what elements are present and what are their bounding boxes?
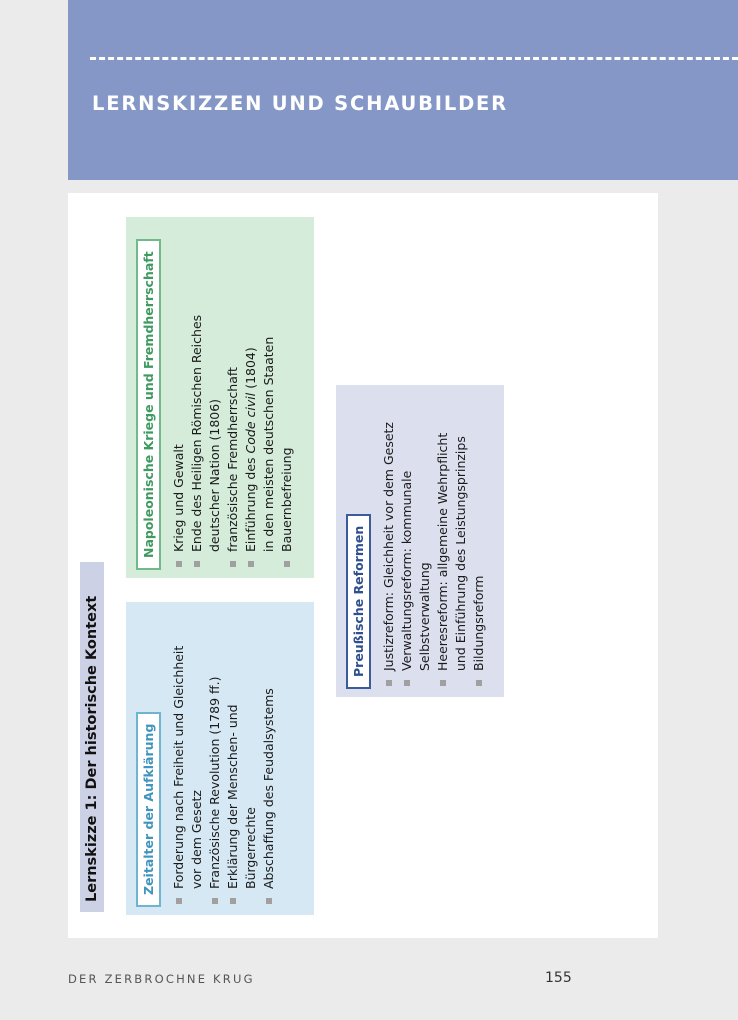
box-label-preussische-reformen: Preußische Reformen <box>346 514 371 689</box>
chapter-title: LERNSKIZZEN UND SCHAUBILDER <box>92 92 508 115</box>
box-label-aufklaerung: Zeitalter der Aufklärung <box>136 712 161 907</box>
dashed-divider <box>90 57 738 60</box>
list-item: Heeresreform: allgemeine Wehrpflicht und Einführung des Leistungsprinzips <box>434 395 470 689</box>
list-item: Krieg und Gewalt <box>170 227 188 570</box>
box-label-napoleonische-kriege: Napoleonische Kriege und Fremdherrschaft <box>136 239 161 570</box>
list-item: Forderung nach Freiheit und Gleichheit vor dem Gesetz <box>170 612 206 907</box>
box-aufklaerung <box>126 602 314 915</box>
page-number: 155 <box>545 970 572 986</box>
box-preussische-reformen <box>336 385 504 697</box>
list-item: Einführung des Code civil (1804) in den meisten deutschen Staaten <box>242 227 278 570</box>
list-item: französische Fremdherrschaft <box>224 227 242 570</box>
list-item: Französische Revolution (1789 ff.) <box>206 612 224 907</box>
item-list <box>380 395 488 689</box>
item-list <box>170 227 296 570</box>
list-item: Ende des Heiligen Römischen Reiches deutscher Nation (1806) <box>188 227 224 570</box>
list-item: Justizreform: Gleichheit vor dem Gesetz <box>380 395 398 689</box>
list-item: Bauernbefreiung <box>278 227 296 570</box>
list-item: Verwaltungsreform: kommunale Selbstverwaltung <box>398 395 434 689</box>
box-napoleonische-kriege <box>126 217 314 578</box>
list-item: Abschaffung des Feudalsystems <box>260 612 278 907</box>
chapter-header <box>68 0 738 180</box>
book-title: DER ZERBROCHNE KRUG <box>68 972 255 986</box>
lernskizze-title: Lernskizze 1: Der historische Kontext <box>80 562 104 912</box>
item-list <box>170 612 278 907</box>
list-item: Erklärung der Menschen- und Bürgerrechte <box>224 612 260 907</box>
list-item: Bildungsreform <box>470 395 488 689</box>
